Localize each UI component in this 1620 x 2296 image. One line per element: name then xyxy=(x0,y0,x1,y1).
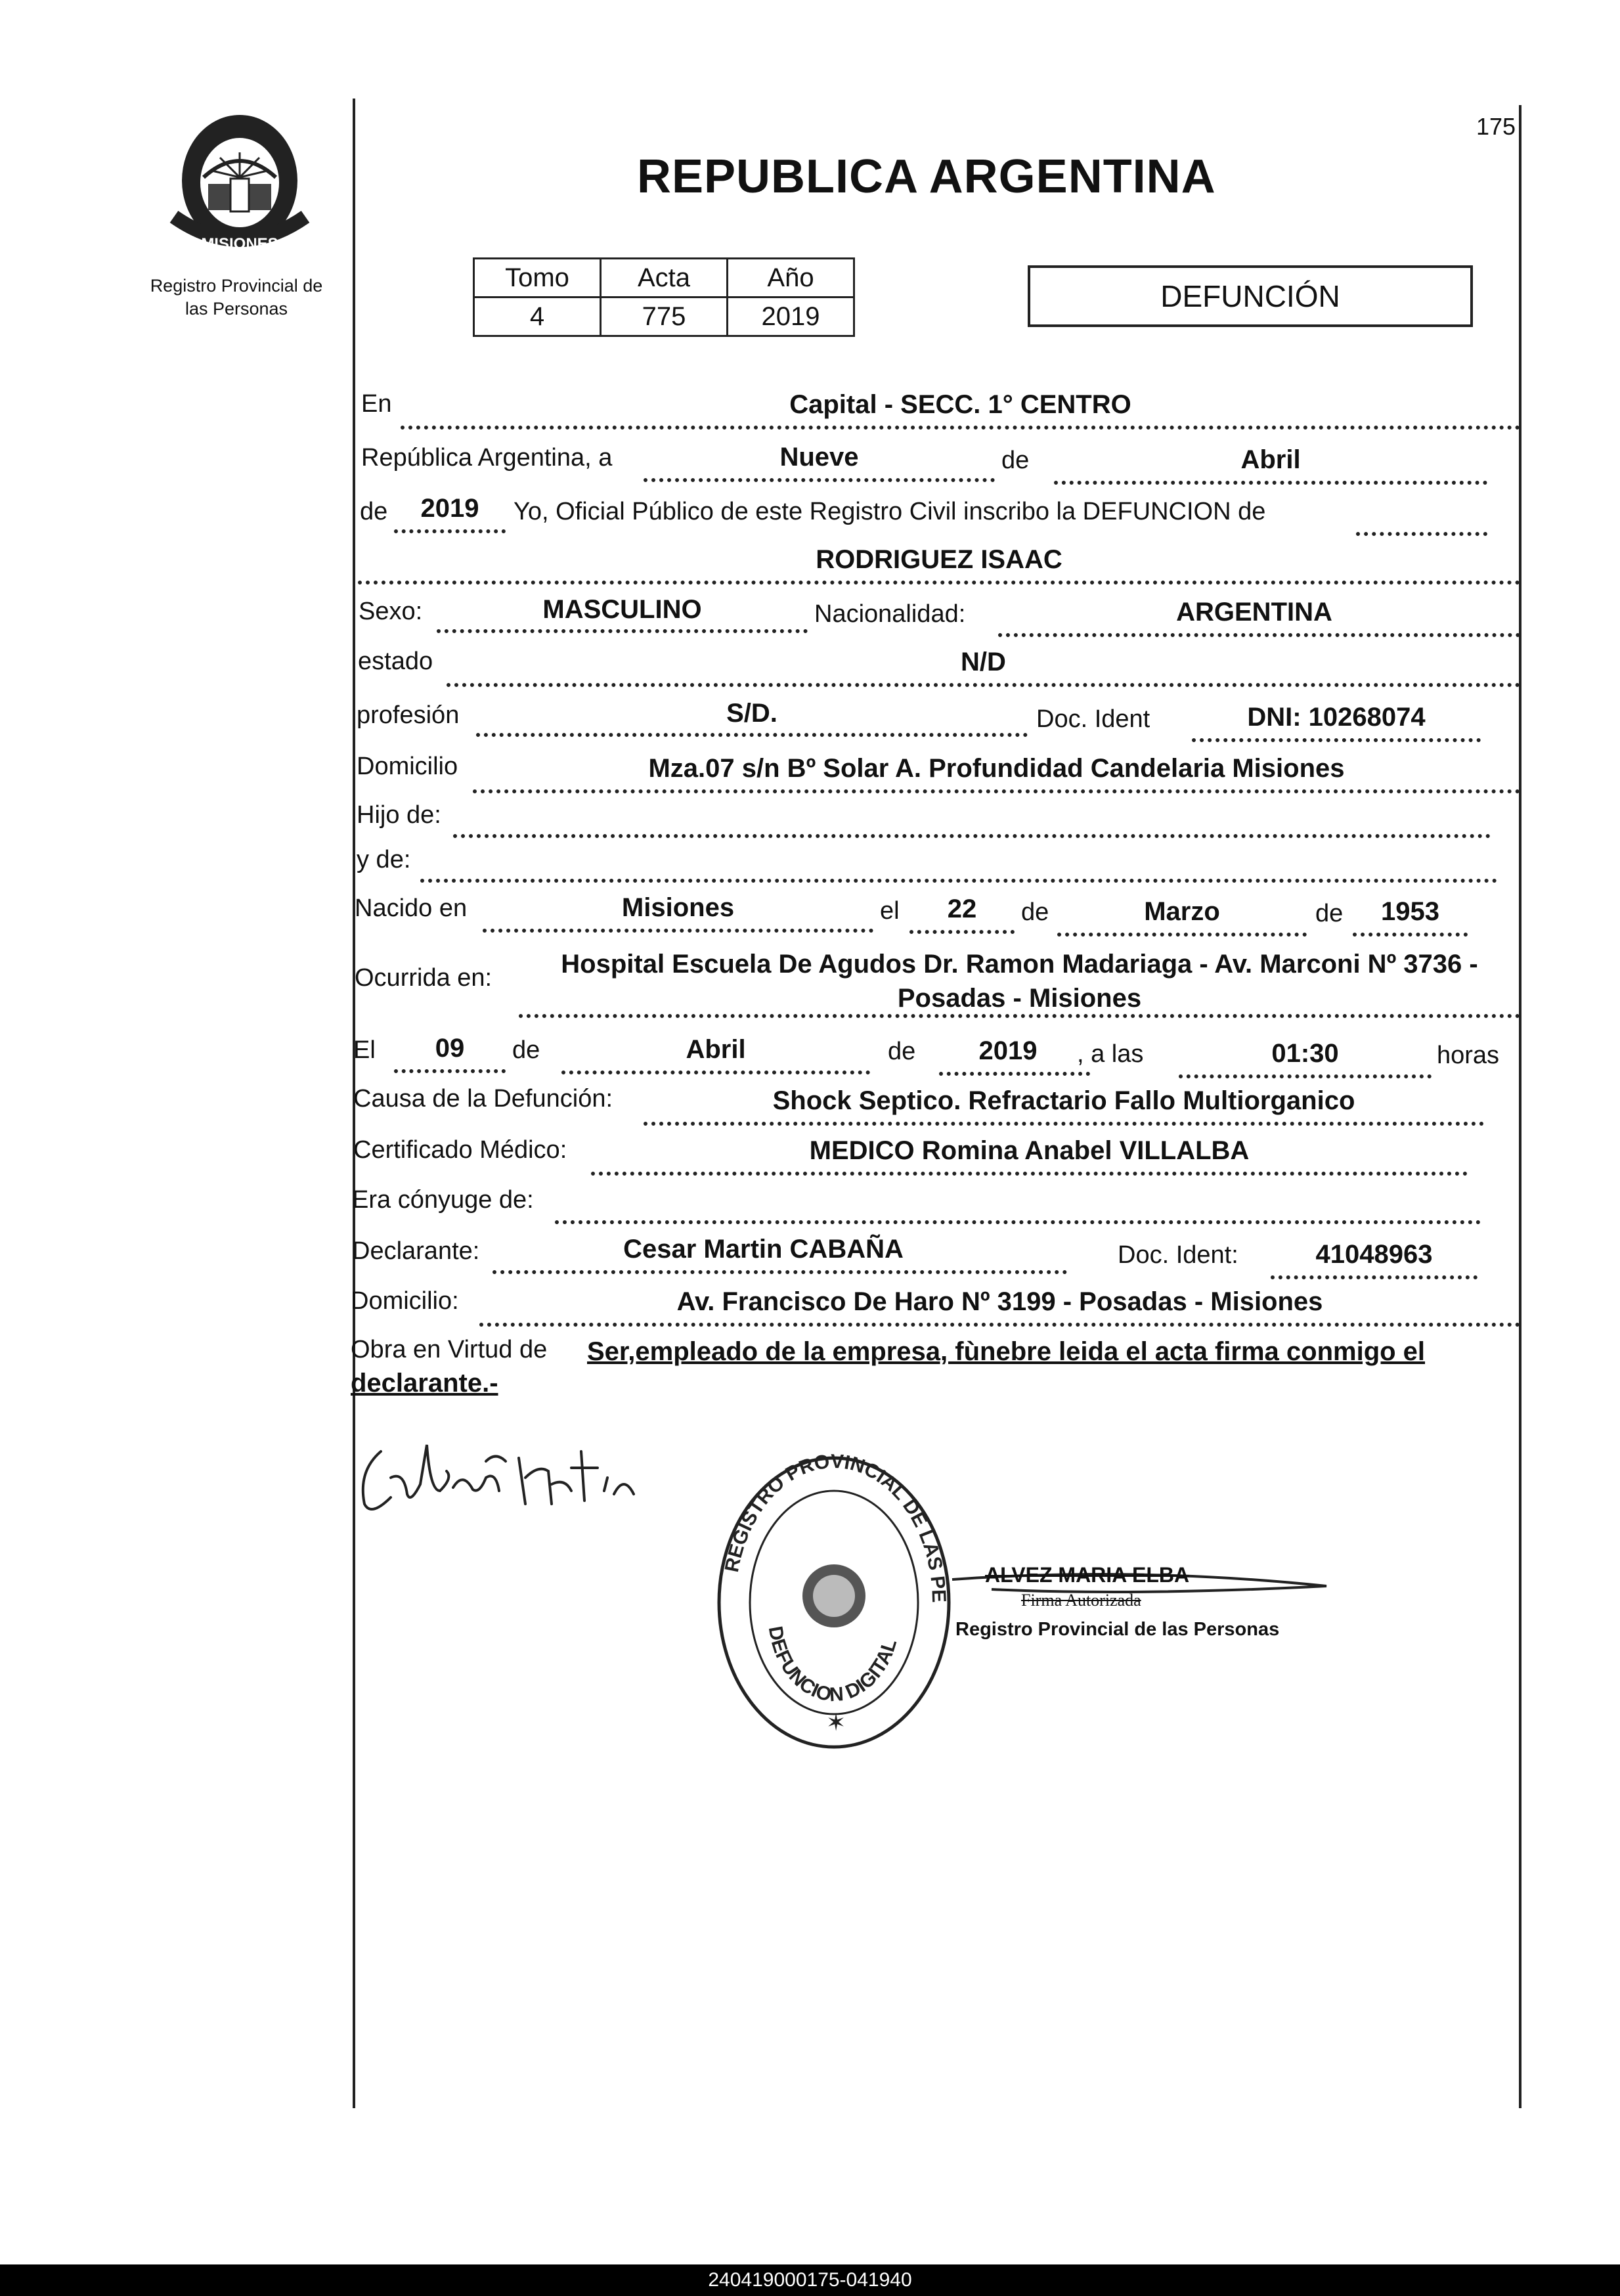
label-de-1: de xyxy=(1001,447,1030,474)
record-header-acta: Acta xyxy=(601,259,728,298)
label-hijo-de: Hijo de: xyxy=(357,801,441,829)
label-doc-ident: Doc. Ident xyxy=(1036,705,1150,733)
registry-name-line1: Registro Provincial de xyxy=(150,276,323,296)
dots-y-de xyxy=(420,879,1497,883)
official-role: Firma Autorizada xyxy=(1021,1591,1141,1610)
label-de-6: de xyxy=(888,1038,916,1065)
label-de-4: de xyxy=(1315,900,1344,927)
label-certificado: Certificado Médico: xyxy=(353,1136,567,1164)
field-declarante-doc: 41048963 xyxy=(1315,1240,1433,1269)
page-number: 175 xyxy=(1476,113,1516,140)
record-table xyxy=(473,257,855,337)
dots-estado xyxy=(447,683,1520,687)
emblem-name-text: MISIONES xyxy=(201,235,278,253)
signature-icon xyxy=(355,1432,657,1524)
field-lugar: Capital - SECC. 1° CENTRO xyxy=(789,390,1131,419)
seal-outer-text: REGISTRO PROVINCIAL DE LAS PE xyxy=(720,1451,950,1603)
field-ocurrida-1: Hospital Escuela De Agudos Dr. Ramon Madariaga - Av. Marconi Nº 3736 - xyxy=(561,950,1478,979)
field-doc: DNI: 10268074 xyxy=(1247,703,1426,732)
field-def-mes: Abril xyxy=(686,1035,746,1064)
field-sexo: MASCULINO xyxy=(542,595,702,624)
field-causa: Shock Septico. Refractario Fallo Multiorganico xyxy=(772,1086,1355,1115)
label-conyuge: Era cónyuge de: xyxy=(352,1186,534,1214)
label-republica: República Argentina, a xyxy=(361,444,613,472)
field-obra-1: Ser,empleado de la empresa, fùnebre leida el acta firma conmigo el xyxy=(587,1337,1426,1366)
page-title: REPUBLICA ARGENTINA xyxy=(637,150,1216,203)
seal-inner-text: DEFUNCION DIGITAL xyxy=(764,1624,902,1706)
field-anio: 2019 xyxy=(420,494,479,523)
dots-yo-end xyxy=(1356,532,1487,536)
official-name: ALVEZ MARIA ELBA xyxy=(985,1563,1190,1587)
label-el: el xyxy=(880,897,900,925)
label-y-de: y de: xyxy=(357,846,411,873)
record-type-box xyxy=(1028,265,1473,327)
label-nacido-en: Nacido en xyxy=(355,894,468,922)
record-type: DEFUNCIÓN xyxy=(1160,279,1340,313)
field-nac-mes: Marzo xyxy=(1144,897,1220,926)
dots-def-mes xyxy=(561,1071,870,1074)
dots-declarante-dom xyxy=(479,1323,1520,1327)
field-dia-letras: Nueve xyxy=(779,443,859,472)
dots-mes xyxy=(1054,481,1487,485)
emblem-province-text: PROVINCIA DE xyxy=(202,106,278,118)
record-header-anio: Año xyxy=(728,259,854,298)
svg-text:✶: ✶ xyxy=(826,1710,846,1736)
dots-nombre xyxy=(358,581,1520,585)
label-de-2: de xyxy=(360,498,388,525)
dots-nac-dia xyxy=(909,930,1015,934)
field-def-anio: 2019 xyxy=(978,1036,1038,1065)
label-estado: estado xyxy=(358,648,433,675)
dots-doc xyxy=(1192,738,1481,742)
dots-hijo-de xyxy=(453,834,1491,838)
label-nacionalidad: Nacionalidad: xyxy=(814,600,966,628)
record-header-tomo: Tomo xyxy=(474,259,601,298)
label-doc-ident-2: Doc. Ident: xyxy=(1118,1241,1238,1269)
document-code: 240419000175-041940 xyxy=(0,2264,1620,2296)
field-nacionalidad: ARGENTINA xyxy=(1176,598,1332,627)
field-nac-anio: 1953 xyxy=(1381,897,1439,926)
label-de-3: de xyxy=(1021,898,1049,926)
label-el-cap: El xyxy=(353,1036,376,1064)
registry-seal xyxy=(709,1451,959,1754)
label-ocurrida-en: Ocurrida en: xyxy=(355,964,493,992)
label-obra: Obra en Virtud de xyxy=(351,1336,548,1363)
field-def-dia: 09 xyxy=(435,1034,465,1063)
dots-certificado xyxy=(591,1172,1468,1176)
label-causa: Causa de la Defunción: xyxy=(353,1085,613,1113)
dots-def-dia xyxy=(394,1069,506,1073)
label-horas: horas xyxy=(1437,1042,1500,1069)
dots-def-hora xyxy=(1179,1074,1432,1078)
dots-def-anio xyxy=(939,1072,1090,1076)
dots-causa xyxy=(644,1122,1484,1126)
dots-anio xyxy=(394,529,506,533)
field-certificado: MEDICO Romina Anabel VILLALBA xyxy=(809,1136,1250,1165)
label-profesion: profesión xyxy=(357,701,460,729)
dots-declarante-doc xyxy=(1271,1275,1478,1279)
dots-conyuge xyxy=(555,1220,1481,1224)
misiones-emblem xyxy=(167,105,312,263)
label-sexo: Sexo: xyxy=(359,598,423,625)
dots-profesion xyxy=(476,733,1028,737)
dots-declarante xyxy=(493,1270,1067,1274)
record-value-acta: 775 xyxy=(601,298,728,336)
label-a-las: , a las xyxy=(1077,1040,1144,1068)
field-domicilio: Mza.07 s/n Bº Solar A. Profundidad Candelaria Misiones xyxy=(648,754,1345,783)
field-nacido-en: Misiones xyxy=(621,893,735,922)
field-nac-dia: 22 xyxy=(947,894,977,923)
label-en: En xyxy=(361,390,392,418)
dots-domicilio xyxy=(473,789,1520,793)
label-declarante: Declarante: xyxy=(352,1237,480,1265)
dots-ocurrida xyxy=(519,1014,1520,1018)
field-profesion: S/D. xyxy=(726,699,777,728)
label-domicilio: Domicilio xyxy=(357,753,458,780)
field-ocurrida-2: Posadas - Misiones xyxy=(897,984,1142,1013)
dots-dia xyxy=(644,478,995,482)
field-obra-2: declarante.- xyxy=(351,1369,498,1398)
dots-lugar xyxy=(401,426,1520,430)
record-value-tomo: 4 xyxy=(474,298,601,336)
field-estado: N/D xyxy=(961,648,1006,676)
field-declarante-dom: Av. Francisco De Haro Nº 3199 - Posadas - Misiones xyxy=(676,1287,1323,1316)
field-def-hora: 01:30 xyxy=(1271,1039,1339,1068)
label-domicilio-2: Domicilio: xyxy=(351,1287,459,1315)
record-value-anio: 2019 xyxy=(728,298,854,336)
dots-nacionalidad xyxy=(998,633,1520,637)
label-yo: Yo, Oficial Público de este Registro Civil inscribo la DEFUNCION de xyxy=(514,498,1266,525)
field-nombre: RODRIGUEZ ISAAC xyxy=(816,545,1062,574)
dots-nac-anio xyxy=(1353,933,1468,937)
label-de-5: de xyxy=(512,1036,540,1064)
dots-nacido-en xyxy=(483,929,873,933)
field-declarante: Cesar Martin CABAÑA xyxy=(623,1235,904,1264)
dots-sexo xyxy=(437,629,808,633)
registry-name-line2: las Personas xyxy=(185,299,288,319)
official-registry: Registro Provincial de las Personas xyxy=(955,1619,1280,1640)
declarant-signature xyxy=(355,1432,657,1524)
field-mes: Abril xyxy=(1240,445,1301,474)
dots-nac-mes xyxy=(1057,933,1307,937)
seal-icon xyxy=(709,1451,959,1754)
